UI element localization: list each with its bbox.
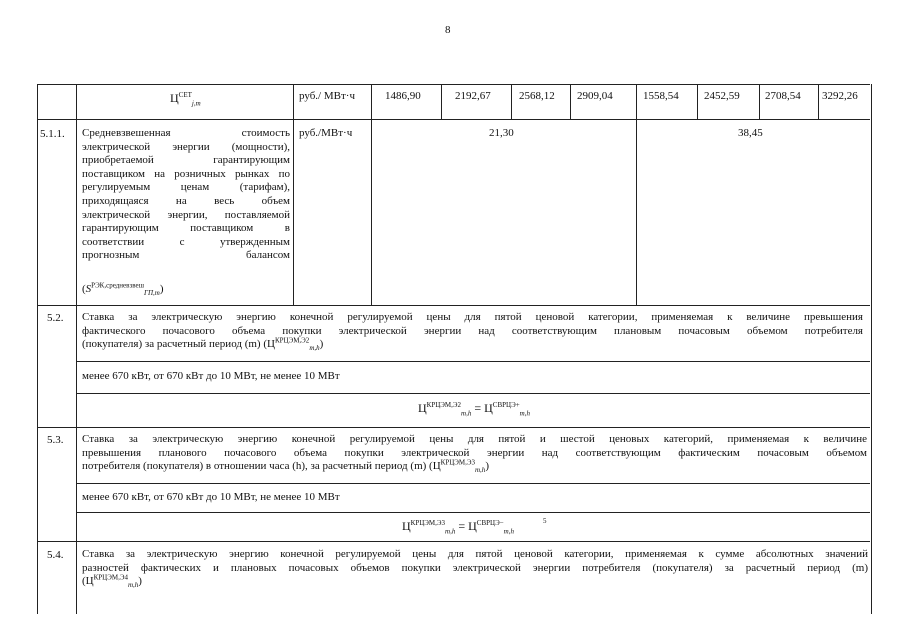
value-cell-2: 2192,67 — [455, 90, 491, 102]
table-col-rule — [818, 84, 819, 119]
paren: ) — [319, 338, 324, 350]
description-line: разностей фактических и плановых почасовых объемов покупки электрической энергии потребителя (покупателя) за расчетный период (m) — [82, 561, 868, 574]
description-line: превышения планового почасового объема покупки электрической энергии над соответствующим фактическим почасовым объемом — [82, 446, 867, 459]
formula-sup: СВРЦЭ− — [476, 519, 504, 527]
table-rule — [37, 305, 870, 306]
description-line: Ставка за электрическую энергию конечной регулируемой цены для пятой ценовой категории, применяемая к сумме абсолютных значений — [82, 548, 868, 560]
formula-s-gp — [82, 283, 164, 296]
symbol-cset — [170, 91, 201, 108]
table-col-rule — [570, 84, 571, 119]
paren: ) — [485, 460, 489, 472]
formula-main: Ц — [484, 401, 493, 415]
description-line: Средневзвешенная стоимость — [82, 127, 290, 139]
symbol-sub: m,h — [127, 581, 139, 590]
description-line: приходящаяся на весь объем — [82, 194, 290, 207]
description-line — [82, 338, 863, 352]
formula-sup: СВРЦЭ+ — [492, 401, 520, 409]
page-number: 8 — [445, 24, 451, 36]
capacity-range: менее 670 кВт, от 670 кВт до 10 МВт, не менее 10 МВт — [82, 370, 340, 382]
symbol-sub: j,m — [191, 99, 201, 108]
table-col-rule — [759, 84, 760, 119]
description-line: Ставка за электрическую энергию конечной регулируемой цены для пятой ценовой категории, применяемая к величине превышения — [82, 311, 863, 323]
value-cell-5: 1558,54 — [643, 90, 679, 102]
table-col-rule — [76, 84, 77, 614]
table-col-rule — [697, 84, 698, 119]
symbol-sup: КРЦЭМ,Э4 — [93, 573, 128, 582]
row-number-511: 5.1.1. — [40, 128, 65, 140]
table-rule — [37, 427, 870, 428]
description-line — [82, 460, 867, 474]
description-line: приобретаемой гарантирующим — [82, 154, 290, 167]
footnote-mark: 5 — [543, 517, 547, 525]
equals: = — [458, 519, 466, 533]
formula-sub: m,h — [519, 409, 530, 418]
symbol-main: Ц — [170, 91, 179, 105]
value-cell-8: 3292,26 — [822, 90, 858, 102]
row-number-52: 5.2. — [47, 312, 64, 324]
description-line: поставщиком на розничных рынках по — [82, 167, 290, 180]
description-line: Ставка за электрическую энергию конечной регулируемой цены для пятой и шестой ценовых категорий, применяемая к величине — [82, 433, 867, 445]
table-rule — [37, 119, 870, 120]
text: потребителя (покупателя) в отношении часа (h), за расчетный период (m) ( — [82, 460, 433, 472]
description-line: регулируемым ценам (тарифам), — [82, 181, 290, 194]
unit-cell: руб./МВт·ч — [299, 127, 353, 139]
table-col-rule — [293, 84, 294, 305]
unit-cell: руб./ МВт·ч — [299, 90, 355, 102]
symbol-sub: m,h — [475, 466, 486, 475]
formula-main: S — [85, 283, 92, 295]
paren: ) — [159, 283, 164, 295]
row-511-description — [82, 127, 290, 263]
equals: = — [474, 401, 482, 415]
symbol-sub: m,h — [309, 344, 320, 353]
table-col-rule — [371, 84, 372, 305]
value-first-group: 21,30 — [489, 127, 514, 139]
formula-sub: ГП,m — [143, 289, 160, 298]
value-second-group: 38,45 — [738, 127, 763, 139]
table-rule — [76, 361, 870, 362]
text: (покупателя) за расчетный период (m) ( — [82, 338, 268, 350]
formula-53 — [402, 519, 514, 536]
symbol-main: Ц — [432, 460, 441, 472]
description-line — [82, 575, 868, 589]
paren: ( — [82, 283, 86, 295]
formula-sub: m,h — [503, 527, 514, 536]
formula-52 — [418, 401, 530, 418]
description-line: прогнозным балансом — [82, 249, 290, 262]
table-col-rule — [636, 84, 637, 305]
value-cell-6: 2452,59 — [704, 90, 740, 102]
capacity-range: менее 670 кВт, от 670 кВт до 10 МВт, не менее 10 МВт — [82, 491, 340, 503]
description-line: электрической энергии (мощности), — [82, 140, 290, 153]
table-rule — [37, 84, 870, 85]
value-cell-4: 2909,04 — [577, 90, 613, 102]
value-cell-3: 2568,12 — [519, 90, 555, 102]
description-line: соответствии с утвержденным — [82, 235, 290, 248]
table-rule — [76, 483, 870, 484]
formula-main: Ц — [402, 519, 411, 533]
symbol-sup: КРЦЭМ,Э2 — [274, 336, 310, 345]
formula-sup: КРЦЭМ,Э2 — [426, 401, 462, 409]
table-col-rule — [441, 84, 442, 119]
description-line: электрической энергии, поставляемой — [82, 208, 290, 221]
description-line: гарантирующим поставщиком в — [82, 222, 290, 235]
row-52-description — [82, 311, 863, 352]
formula-sub: m,h — [461, 409, 472, 418]
table-rule — [76, 393, 870, 394]
symbol-main: Ц — [267, 338, 275, 350]
row-number-53: 5.3. — [47, 434, 64, 446]
table-col-rule — [511, 84, 512, 119]
formula-sub: m,h — [445, 527, 456, 536]
formula-sup: РЭК,средневзвеш — [91, 281, 144, 290]
value-cell-7: 2708,54 — [765, 90, 801, 102]
paren: ( — [82, 575, 86, 587]
symbol-sup: КРЦЭМ,Э3 — [440, 458, 475, 467]
table-rule — [76, 512, 870, 513]
symbol-main: Ц — [85, 575, 94, 587]
formula-main: Ц — [468, 519, 477, 533]
row-number-54: 5.4. — [47, 549, 64, 561]
row-53-description — [82, 433, 867, 474]
value-cell-1: 1486,90 — [385, 90, 421, 102]
row-54-description — [82, 548, 868, 589]
formula-sup: КРЦЭМ,Э3 — [410, 519, 446, 527]
formula-main: Ц — [418, 401, 427, 415]
table-rule — [37, 541, 870, 542]
symbol-sup: СЕТ — [178, 91, 192, 99]
description-line: фактического почасового объема покупки электрической энергии над соответствующим плановым почасовым объемом потребителя — [82, 324, 863, 337]
paren: ) — [138, 575, 142, 587]
